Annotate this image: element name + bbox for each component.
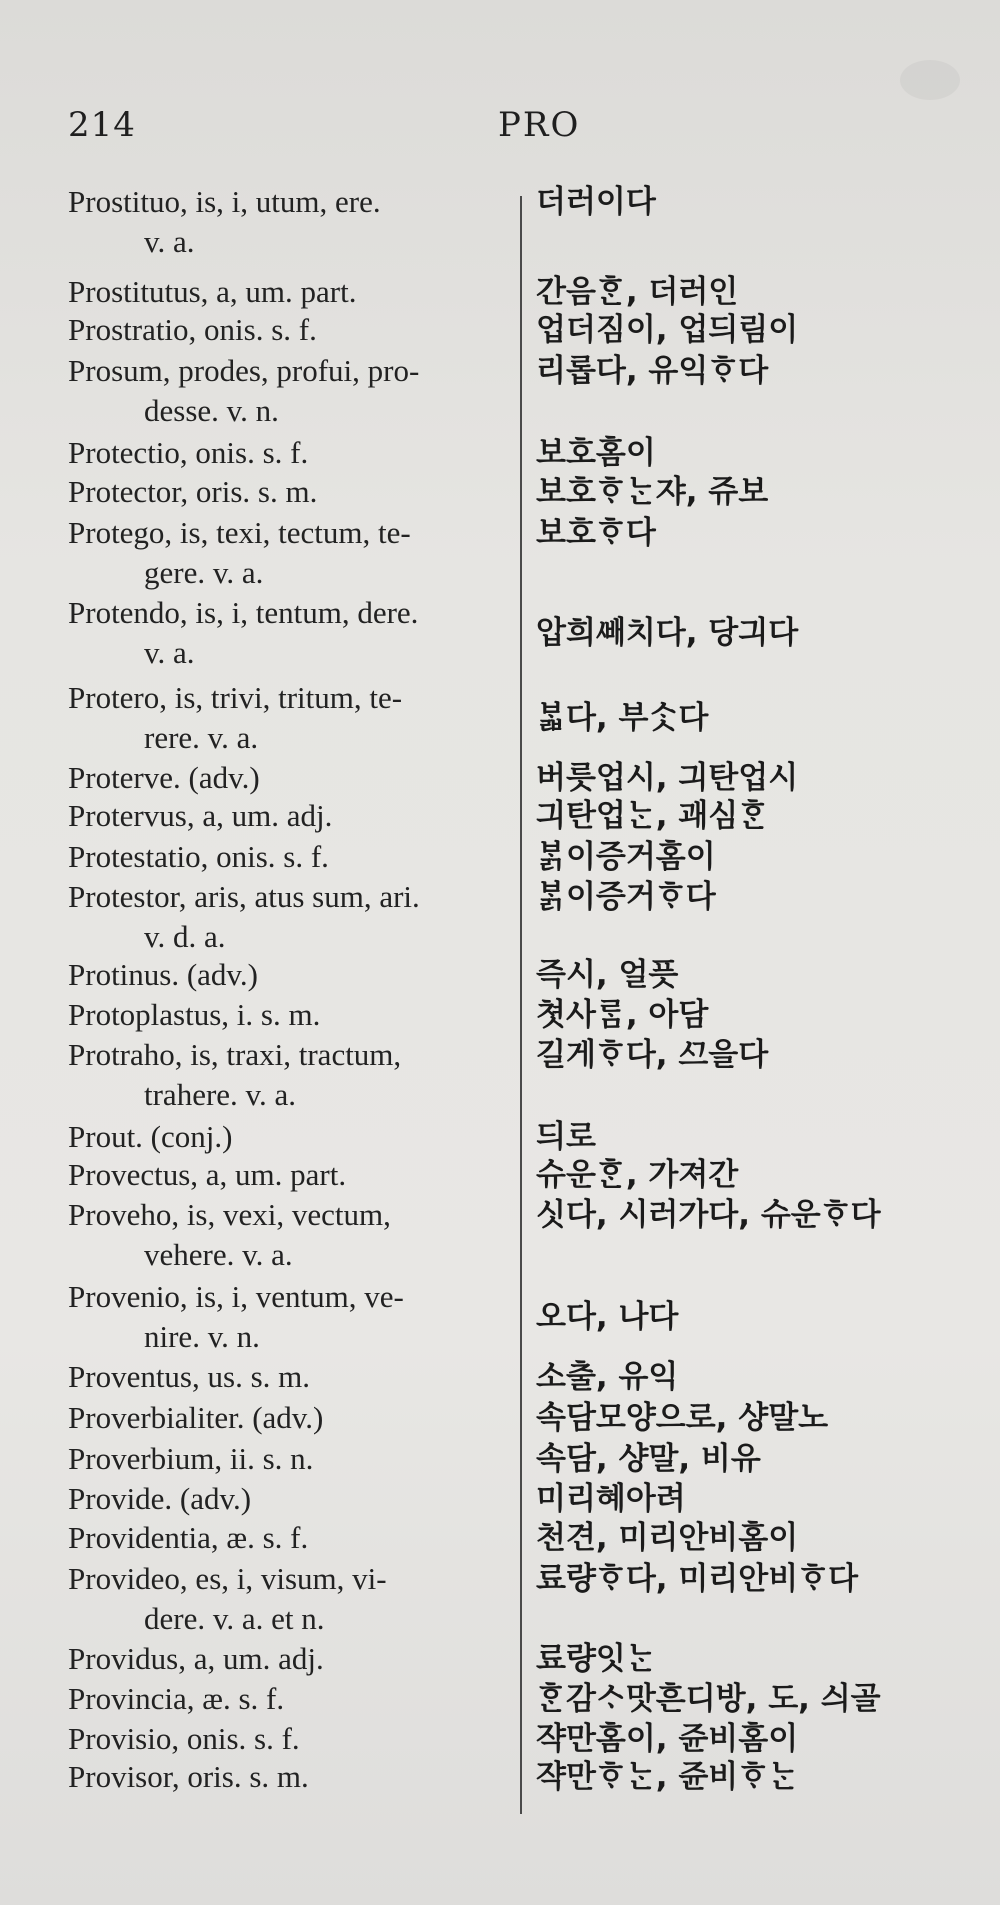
latin-line: Proventus, us. s. m. <box>68 1359 310 1394</box>
latin-headword <box>68 310 516 350</box>
korean-gloss: ᄒᆞᆫ감ᄉᆞ맛흔디방, 도, 싀골 <box>536 1681 881 1717</box>
latin-headword <box>68 995 516 1035</box>
korean-gloss: 천견, 미리안비홈이 <box>536 1520 799 1556</box>
latin-continuation: vehere. v. a. <box>144 1237 293 1272</box>
korean-gloss: 슈운ᄒᆞᆫ, 가져간 <box>536 1157 739 1193</box>
latin-line: Proverbialiter. (adv.) <box>68 1400 324 1435</box>
latin-line: Provenio, is, i, ventum, ve- <box>68 1279 404 1314</box>
latin-headword <box>68 433 516 473</box>
latin-line: Provisio, onis. s. f. <box>68 1721 300 1756</box>
latin-headword <box>68 593 516 673</box>
korean-gloss: 즉시, 얼픗 <box>536 957 679 993</box>
latin-line: Protestatio, onis. s. f. <box>68 839 329 874</box>
latin-line: Protestor, aris, atus sum, ari. <box>68 879 420 914</box>
running-head: PRO <box>498 105 581 145</box>
latin-line: Prostratio, onis. s. f. <box>68 312 317 347</box>
latin-headword <box>68 1639 516 1679</box>
latin-line: Provectus, a, um. part. <box>68 1157 347 1192</box>
latin-line: Protendo, is, i, tentum, dere. <box>68 595 419 630</box>
latin-headword <box>68 513 516 593</box>
latin-line: Provincia, æ. s. f. <box>68 1681 285 1716</box>
latin-headword <box>68 1195 516 1275</box>
latin-line: Protego, is, texi, tectum, te- <box>68 515 411 550</box>
latin-headword <box>68 1155 516 1195</box>
latin-continuation: gere. v. a. <box>144 555 264 590</box>
latin-headword <box>68 955 516 995</box>
korean-gloss: 업더짐이, 업듸림이 <box>536 312 799 348</box>
latin-headword <box>68 472 516 512</box>
korean-gloss: 속담모양으로, 샹말노 <box>536 1400 829 1436</box>
latin-line: Prosum, prodes, profui, pro- <box>68 353 420 388</box>
korean-gloss: 쟉만ᄒᆞᄂᆞᆫ, 쥰비ᄒᆞᄂᆞᆫ <box>536 1759 799 1795</box>
latin-line: Provide. (adv.) <box>68 1481 252 1516</box>
latin-line: Proterve. (adv.) <box>68 760 260 795</box>
latin-line: Protector, oris. s. m. <box>68 474 318 509</box>
latin-line: Providentia, æ. s. f. <box>68 1520 309 1555</box>
latin-headword <box>68 796 516 836</box>
latin-line: Provisor, oris. s. m. <box>68 1759 309 1794</box>
latin-headword <box>68 1357 516 1397</box>
korean-gloss: 소출, 유익 <box>536 1359 679 1395</box>
latin-headword <box>68 1439 516 1479</box>
latin-headword <box>68 182 516 262</box>
korean-gloss: 압희ᄲᅢ치다, 당긔다 <box>536 615 799 651</box>
latin-headword <box>68 678 516 758</box>
korean-gloss: 간음ᄒᆞᆫ, 더러인 <box>536 274 739 310</box>
latin-continuation: trahere. v. a. <box>144 1077 297 1112</box>
latin-line: Protinus. (adv.) <box>68 957 258 992</box>
korean-gloss: 오다, 나다 <box>536 1299 679 1335</box>
latin-headword <box>68 1518 516 1558</box>
latin-line: Providus, a, um. adj. <box>68 1641 324 1676</box>
latin-line: Proverbium, ii. s. n. <box>68 1441 314 1476</box>
latin-line: Protraho, is, traxi, tractum, <box>68 1037 402 1072</box>
latin-continuation: v. a. <box>144 224 195 259</box>
latin-headword <box>68 1398 516 1438</box>
latin-headword <box>68 877 516 957</box>
latin-headword <box>68 1559 516 1639</box>
latin-headword <box>68 1479 516 1519</box>
latin-headword <box>68 1679 516 1719</box>
korean-gloss: 료량잇ᄂᆞᆫ <box>536 1641 656 1677</box>
latin-continuation: dere. v. a. et n. <box>144 1601 325 1636</box>
korean-gloss: 리롭다, 유익ᄒᆞ다 <box>536 353 769 389</box>
latin-headword <box>68 351 516 431</box>
latin-headword <box>68 1035 516 1115</box>
korean-gloss: 보호홈이 <box>536 435 656 471</box>
latin-headword <box>68 272 516 312</box>
korean-gloss: 길게ᄒᆞ다, ᄭᅳ을다 <box>536 1037 769 1073</box>
latin-headword <box>68 837 516 877</box>
korean-gloss: 더러이다 <box>536 184 656 220</box>
korean-gloss: 료량ᄒᆞ다, 미리안비ᄒᆞ다 <box>536 1561 859 1597</box>
latin-line: Prostitutus, a, um. part. <box>68 274 357 309</box>
latin-line: Protectio, onis. s. f. <box>68 435 309 470</box>
latin-line: Prostituo, is, i, utum, ere. <box>68 184 381 219</box>
latin-line: Provideo, es, i, visum, vi- <box>68 1561 387 1596</box>
latin-line: Protero, is, trivi, tritum, te- <box>68 680 403 715</box>
korean-gloss: 미리혜아려 <box>536 1481 686 1517</box>
korean-gloss: 속담, 샹말, 비유 <box>536 1441 761 1477</box>
latin-continuation: desse. v. n. <box>144 393 279 428</box>
latin-headword <box>68 1277 516 1357</box>
korean-gloss: 긔탄업ᄂᆞᆫ, 괘심ᄒᆞᆫ <box>536 798 769 834</box>
latin-headword <box>68 1757 516 1797</box>
korean-gloss: 쟉만홈이, 쥰비홈이 <box>536 1721 799 1757</box>
latin-line: Protervus, a, um. adj. <box>68 798 333 833</box>
korean-gloss: 버릇업시, 긔탄업시 <box>536 760 799 796</box>
latin-line: Prout. (conj.) <box>68 1119 233 1154</box>
page-number: 214 <box>68 105 136 145</box>
korean-gloss: 보호ᄒᆞᄂᆞᆫ쟈, 쥬보 <box>536 474 769 510</box>
latin-line: Proveho, is, vexi, vectum, <box>68 1197 391 1232</box>
korean-gloss: 쳣사ᄅᆞᆷ, 아담 <box>536 997 709 1033</box>
latin-headword <box>68 758 516 798</box>
latin-line: Protoplastus, i. s. m. <box>68 997 321 1032</box>
korean-gloss: ᄇᆞᆰ이증거ᄒᆞ다 <box>536 879 716 915</box>
korean-gloss: 싯다, 시러가다, 슈운ᄒᆞ다 <box>536 1197 881 1233</box>
latin-continuation: v. a. <box>144 635 195 670</box>
latin-continuation: v. d. a. <box>144 919 226 954</box>
latin-headword <box>68 1719 516 1759</box>
latin-continuation: nire. v. n. <box>144 1319 260 1354</box>
korean-gloss: ᄇᆞᆰ이증거홈이 <box>536 839 716 875</box>
korean-gloss: 듸로 <box>536 1119 596 1155</box>
korean-gloss: ᄇᆞᆲ다, 부ᄉᆞᆺ다 <box>536 700 709 736</box>
korean-gloss: 보호ᄒᆞ다 <box>536 515 656 551</box>
latin-continuation: rere. v. a. <box>144 720 259 755</box>
latin-headword <box>68 1117 516 1157</box>
